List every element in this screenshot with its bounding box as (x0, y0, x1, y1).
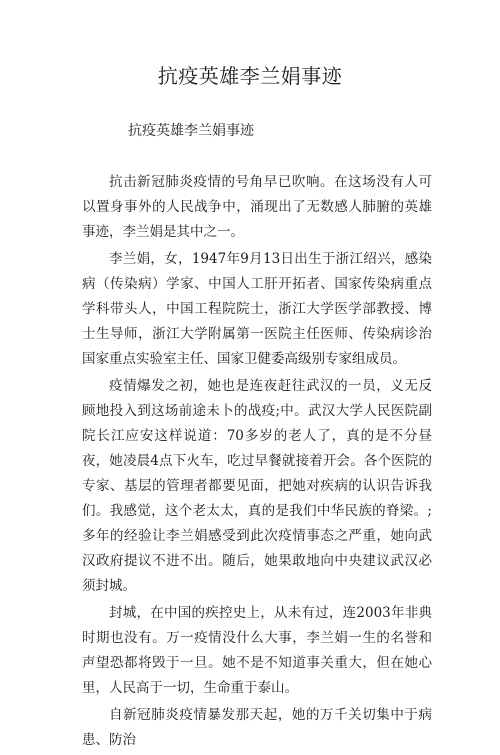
document-body (82, 170, 432, 755)
document-title: 抗疫英雄李兰娟事迹 (157, 64, 343, 88)
document-subtitle: 抗疫英雄李兰娟事迹 (128, 123, 254, 139)
paragraph: 抗击新冠肺炎疫情的号角早已吹响。在这场没有人可以置身事外的人民战争中，涌现出了无数感人肺腑的英雄事迹，李兰娟是其中之一。 (82, 174, 432, 240)
paragraph: 封城，在中国的疾控史上，从未有过，连2003年非典时期也没有。万一疫情没什么大事，李兰娟一生的名誉和声望恐都将毁于一旦。她不是不知道事关重大，但在她心里，人民高于一切，生命重于泰山。 (82, 605, 432, 696)
paragraph: 疫情爆发之初，她也是连夜赶往武汉的一员，义无反顾地投入到这场前途未卜的战疫;中。武汉大学人民医院副院长江应安这样说道：70多岁的老人了，真的是不分昼夜，她凌晨4点下火车，吃过早餐就接着开会。各个医院的专家、基层的管理者都要见面，把她对疾病的认识告诉我们。我感觉，这个老太太，真的是我们中华民族的脊梁。;多年的经验让李兰娟感受到此次疫情事态之严重，她向武汉政府提议不进不出。随后，她果敢地向中央建议武汉必须封城。 (82, 378, 432, 594)
paragraph: 李兰娟，女，1947年9月13日出生于浙江绍兴，感染病（传染病）学家、中国人工肝开拓者、国家传染病重点学科带头人，中国工程院院士，浙江大学医学部教授、博士生导师，浙江大学附属第一医院主任医师、传染病诊治国家重点实验室主任、国家卫健委高级别专家组成员。 (82, 251, 432, 367)
paragraph: 自新冠肺炎疫情暴发那天起，她的万千关切集中于病患、防治 (82, 707, 432, 748)
